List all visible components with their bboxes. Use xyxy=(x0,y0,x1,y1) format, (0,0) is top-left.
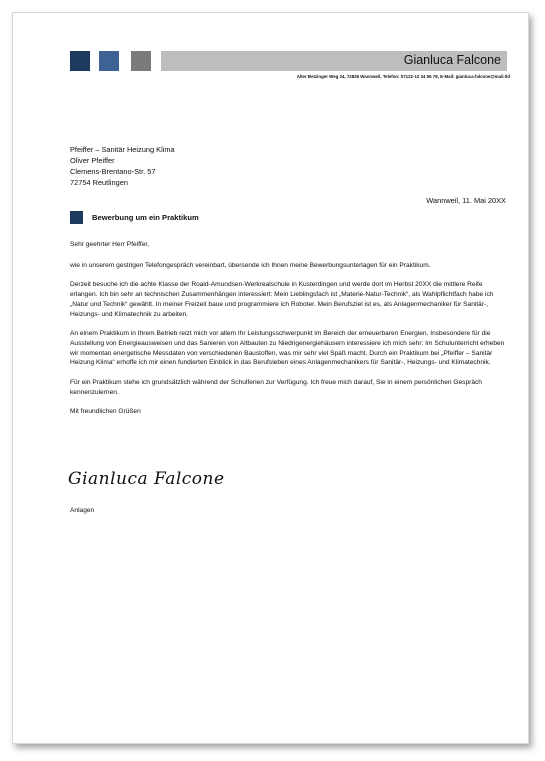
handwritten-signature: Gianluca Falcone xyxy=(68,469,225,489)
letter-page xyxy=(12,12,529,744)
paragraph-1: wie in unserem gestrigen Telefongespräch vereinbart, übersende ich Ihnen meine Bewerbungsunterlagen für ein Praktikum. xyxy=(70,261,431,269)
recipient-street: Clemens-Brentano-Str. 57 xyxy=(70,167,156,176)
recipient-person: Oliver Pfeiffer xyxy=(70,156,115,165)
paragraph-2: Derzeit besuche ich die achte Klasse der Roald-Amundsen-Werkrealschule in Kusterdingen und werde dort im Herbst 20XX die mittlere Reife erlangen. Ich bin sehr an technischen Zusammenhängen interessiert: Mein Lieblingsfach ist „Materie-Natur-Technik“, als Wahlpflichtfach habe ich „Natur und Technik“ gewählt. In meiner Freizeit baue und programmiere ich Roboter. Mein Berufsziel ist es, als Anlagenmechaniker für Sanitär-, Heizungs- und Klimatechnik zu arbeiten. xyxy=(70,281,494,318)
closing: Mit freundlichen Grüßen xyxy=(70,408,141,416)
sender-name-bar xyxy=(161,51,507,71)
letter-subject: Bewerbung um ein Praktikum xyxy=(92,213,199,222)
recipient-city: 72754 Reutlingen xyxy=(70,178,128,187)
sender-name: Gianluca Falcone xyxy=(403,53,501,67)
header-square-dark-blue xyxy=(70,51,90,71)
letter-body xyxy=(70,240,506,427)
header-square-blue xyxy=(99,51,119,71)
enclosure-note: Anlagen xyxy=(70,507,95,514)
subject-marker-square xyxy=(70,211,83,224)
paragraph-3: An einem Praktikum in Ihrem Betrieb reizt mich vor allem Ihr Leistungsschwerpunkt im Bereich der erneuerbaren Energien. Insbesondere für die Ausstellung von Energieausweisen und das Sanieren von Altbauten zu Niedrigenergiehäusern interessiere ich mich sehr: Im Schulunterricht erheben wir momentan energetische Messdaten von verschiedenen Baustoffen, was mir sehr viel Spaß macht. Durch ein Praktikum bei „Pfeiffer – Sanitär Heizung Klima“ erhoffe ich mir einen fundierten Einblick in das Berufsleben eines Anlagenmechanikers für Sanitär-, Heizungs- und Klimatechnik. xyxy=(70,330,505,367)
salutation: Sehr geehrter Herr Pfeiffer, xyxy=(70,241,150,248)
recipient-company: Pfeiffer – Sanitär Heizung Klima xyxy=(70,145,175,154)
recipient-address xyxy=(70,144,175,188)
paragraph-4: Für ein Praktikum stehe ich grundsätzlich während der Schulferien zur Verfügung. Ich freue mich darauf, Sie in einem persönlichen Gespräch kennenzulernen. xyxy=(70,379,482,396)
sender-contact-line: Alter Betzinger Weg 34, 72826 Wannweil, Telefon: 07122-12 34 56 78, E-Mail: gianluca-falcone@mail.tld xyxy=(296,74,510,79)
header-square-gray xyxy=(131,51,151,71)
letter-date: Wannweil, 11. Mai 20XX xyxy=(426,196,506,205)
